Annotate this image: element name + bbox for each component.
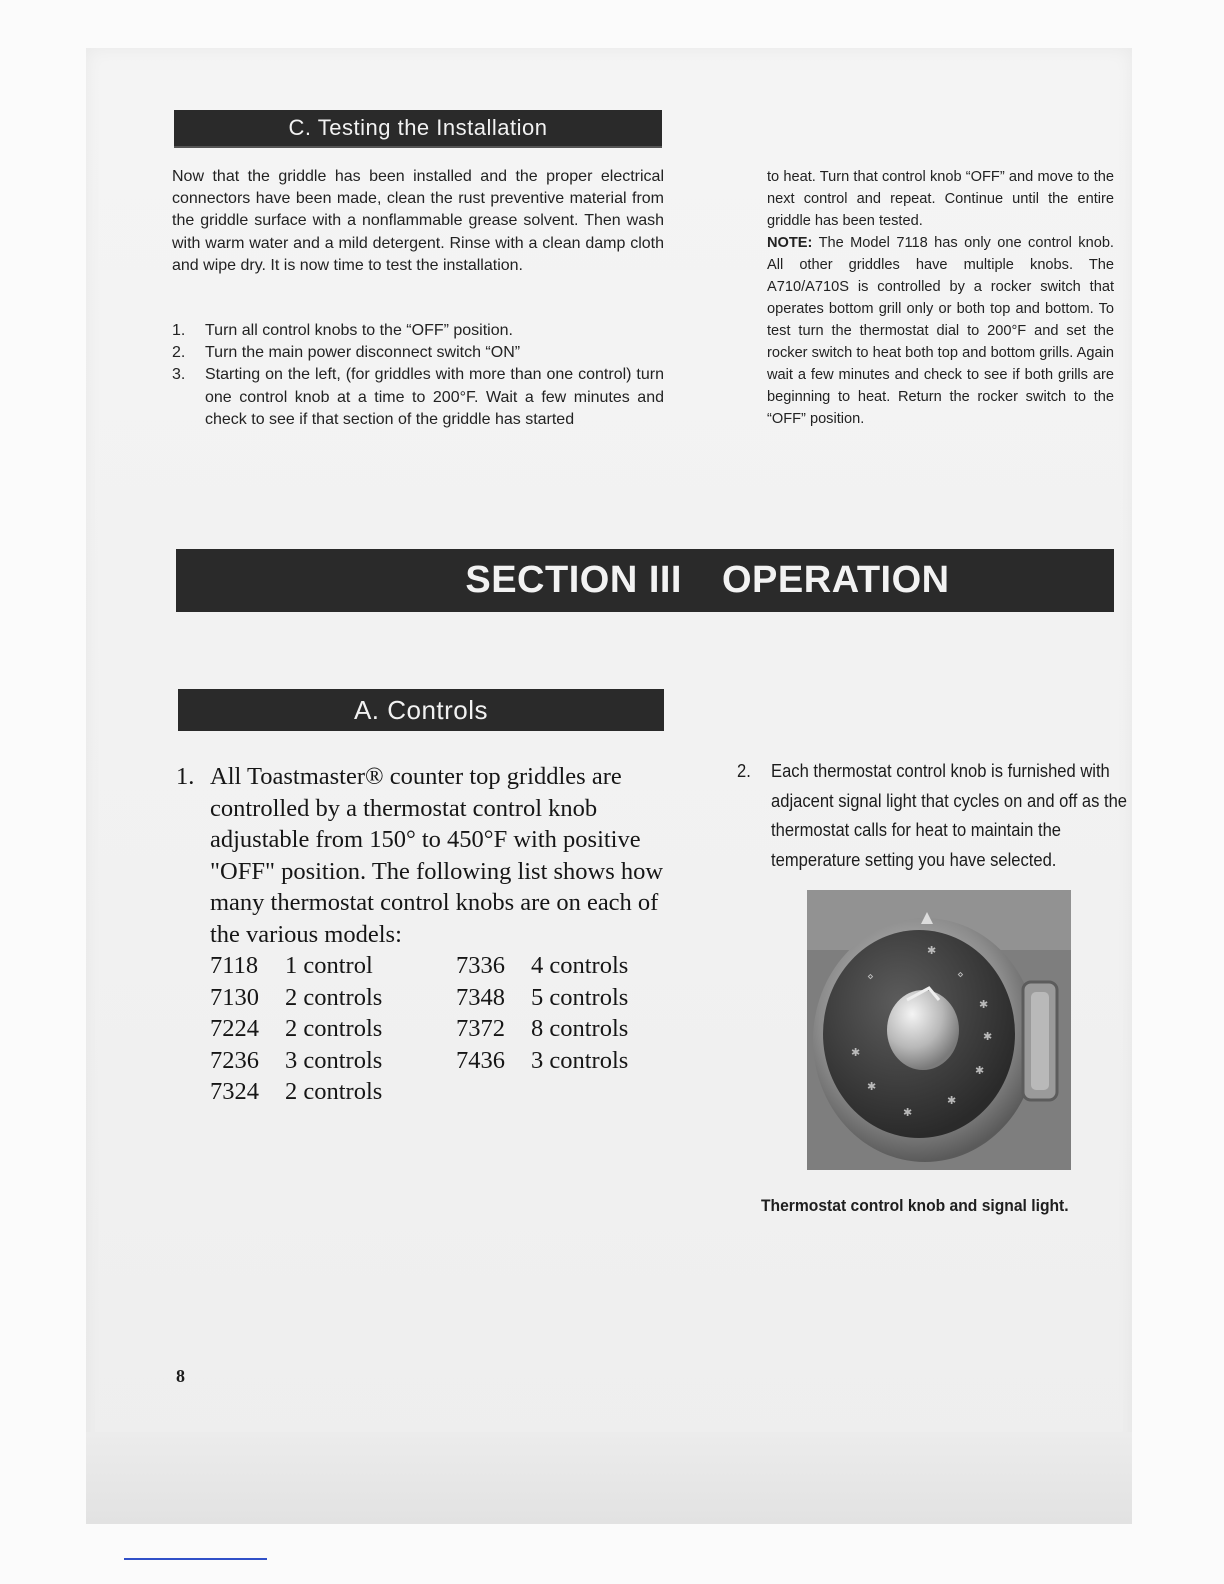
- controls-item-1: [176, 761, 672, 1108]
- svg-text:✱: ✱: [947, 1094, 957, 1107]
- svg-text:⋄: ⋄: [957, 968, 964, 981]
- svg-text:⋄: ⋄: [867, 970, 874, 983]
- list-item: 2. Turn the main power disconnect switch “ON”: [172, 344, 521, 362]
- thermostat-knob-illustration: [807, 890, 1071, 1170]
- section-a-heading-text: A. Controls: [353, 694, 489, 725]
- testing-intro-paragraph: Now that the griddle has been installed and the proper electrical connectors have been made, clean the rust preventive material from the griddle surface with a nonflammable grease solvent. Then wash with warm water and a mild detergent. Rinse with a clean damp cloth and wipe dry. It is now time to test the installation.: [172, 168, 664, 274]
- continuation-text: to heat. Turn that control knob “OFF” and move to the next control and repeat. Continue until the entire griddle has been tested.: [767, 169, 1114, 229]
- testing-continuation: [767, 166, 1114, 430]
- list-item: 3. Starting on the left, (for griddles with more than one control) turn one control knob at a time to 200°F. Wait a few minutes and check to see if that section of the griddle has started: [172, 366, 664, 428]
- page-number: 8: [176, 1366, 185, 1386]
- section-title: OPERATION: [722, 559, 950, 601]
- svg-text:✱: ✱: [903, 1106, 913, 1119]
- table-row: 7118 1 control 7336 4 controls: [210, 952, 629, 979]
- link-underline: [124, 1558, 267, 1560]
- section-iii-banner: [176, 549, 1114, 612]
- svg-text:✱: ✱: [867, 1080, 877, 1093]
- svg-text:✱: ✱: [975, 1064, 985, 1077]
- table-row: 7324 2 controls: [210, 1078, 383, 1105]
- thermostat-knob-photo: [807, 890, 1071, 1170]
- photo-caption: Thermostat control knob and signal light.: [761, 1196, 1069, 1215]
- table-row: 7130 2 controls 7348 5 controls: [210, 983, 629, 1011]
- note-text: The Model 7118 has only one control knob. All other griddles have multiple knobs. The A710/A710S is controlled by a rocker switch that operates bottom grill only or both top and bottom. To test turn the thermostat dial to 200°F and set the rocker switch to heat both top and bottom grills. Again wait a few minutes and check to see if both grills are beginning to heat. Return the rocker switch to the “OFF” position.: [767, 235, 1114, 427]
- note-label: NOTE:: [767, 235, 813, 251]
- svg-text:✱: ✱: [983, 1030, 993, 1043]
- list-item: 1. Turn all control knobs to the “OFF” position.: [172, 322, 513, 339]
- section-c-heading-text: C. Testing the Installation: [288, 115, 548, 140]
- scan-shadow-band: [86, 1432, 1132, 1524]
- section-number: SECTION III: [465, 559, 682, 601]
- controls-intro: 1. All Toastmaster® counter top griddles are controlled by a thermostat control knob adjustable from 150° to 450°F with positive "OFF" position. The following list shows how many thermostat control knobs are on each of the various models:: [176, 763, 664, 948]
- svg-text:✱: ✱: [979, 998, 989, 1011]
- svg-text:✱: ✱: [851, 1046, 861, 1059]
- table-row: 7224 2 controls 7372 8 controls: [210, 1015, 629, 1042]
- controls-item-2: 2. Each thermostat control knob is furnished with adjacent signal light that cycles on and off as the thermostat calls for heat to maintain the temperature setting you have selected.: [737, 761, 1128, 870]
- section-c-heading: [174, 110, 662, 148]
- svg-text:✱: ✱: [927, 944, 937, 957]
- section-a-heading: [178, 689, 664, 731]
- model-controls-table: [210, 950, 628, 1108]
- table-row: 7236 3 controls 7436 3 controls: [210, 1046, 629, 1074]
- testing-steps-list: [172, 320, 664, 431]
